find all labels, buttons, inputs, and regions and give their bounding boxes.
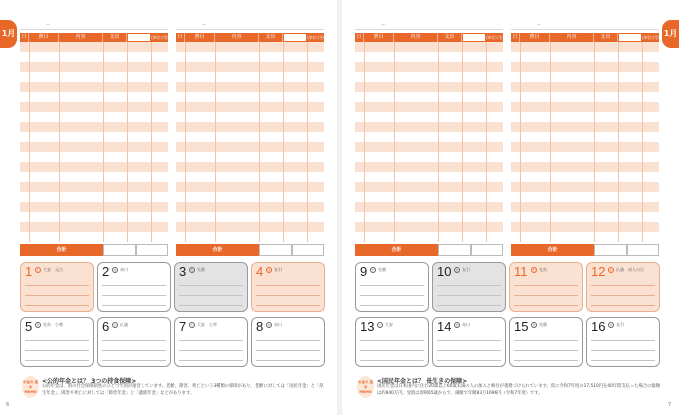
ledger-row[interactable] <box>355 212 503 222</box>
ledger-row[interactable] <box>176 202 324 212</box>
ledger-top-line: — <box>20 22 168 30</box>
header-content: 内容 <box>550 33 594 42</box>
day-number: 1 <box>25 264 33 279</box>
day-box[interactable] <box>20 317 94 367</box>
rokuyo-icon: 仏 <box>609 268 613 272</box>
header-blank-cell[interactable] <box>462 33 486 42</box>
rokuyo-icon: 大 <box>36 268 40 272</box>
writing-line <box>591 350 655 351</box>
header-blank-cell[interactable] <box>127 33 151 42</box>
writing-line <box>591 295 655 296</box>
writing-line <box>360 285 424 286</box>
ledger-row[interactable] <box>355 52 503 62</box>
day-box[interactable] <box>174 317 248 367</box>
header-blank-cell[interactable] <box>283 33 307 42</box>
column-divider <box>394 42 395 242</box>
writing-line <box>256 285 320 286</box>
ledger-header <box>176 33 324 42</box>
ledger-row[interactable] <box>176 142 324 152</box>
rokuyo-label: 赤口 <box>120 267 128 272</box>
ledger-row[interactable] <box>511 102 659 112</box>
day-number: 14 <box>437 319 452 334</box>
writing-line <box>514 295 578 296</box>
memo-text: 公的年金は、国の社会保障制度のひとつで国が運営しています。老齢、障害、死亡という3種類の保障があり、老齢に対しては「国民年金」と「厚生年金」、障害や死亡に対しては「障害年金」と「遺族年金」などがあります。 <box>42 384 324 396</box>
ledger-row[interactable] <box>511 172 659 182</box>
header-date: 日 <box>20 33 29 42</box>
ledger-row[interactable] <box>511 202 659 212</box>
writing-line <box>514 350 578 351</box>
month-tab: 1月 <box>0 20 17 48</box>
day-box[interactable] <box>432 262 506 312</box>
writing-line <box>514 340 578 341</box>
ledger-row[interactable] <box>355 122 503 132</box>
ledger-row[interactable] <box>355 232 503 242</box>
header-expense: 支出 <box>594 33 618 42</box>
ledger-row[interactable] <box>176 192 324 202</box>
column-divider <box>127 42 128 242</box>
column-divider <box>550 42 551 242</box>
column-divider <box>259 42 260 242</box>
day-number: 13 <box>360 319 375 334</box>
column-divider <box>103 42 104 242</box>
ledger-row[interactable] <box>20 92 168 102</box>
ledger-row[interactable] <box>355 152 503 162</box>
day-box[interactable] <box>509 262 583 312</box>
ledger-row[interactable] <box>511 212 659 222</box>
ledger-header <box>20 33 168 42</box>
ledger-row[interactable] <box>355 172 503 182</box>
day-number: 3 <box>179 264 187 279</box>
writing-line <box>360 360 424 361</box>
total-label: 合計 <box>20 244 103 256</box>
ledger-row[interactable] <box>176 122 324 132</box>
ledger-header <box>355 33 503 42</box>
ledger-row[interactable] <box>176 182 324 192</box>
rokuyo-label: 先勝 <box>197 267 205 272</box>
ledger-row[interactable] <box>176 72 324 82</box>
ledger-row[interactable] <box>355 102 503 112</box>
ledger-rows[interactable] <box>20 42 168 242</box>
rokuyo-icon: 大 <box>190 323 194 327</box>
rokuyo-label: 大安 七草 <box>197 322 217 327</box>
ledger-table <box>511 22 659 256</box>
ledger-row[interactable] <box>20 42 168 52</box>
ledger-row[interactable] <box>355 142 503 152</box>
ledger-row[interactable] <box>355 72 503 82</box>
rokuyo-icon: 先 <box>532 268 536 272</box>
left-page <box>0 0 337 415</box>
rokuyo-icon: 仏 <box>113 323 117 327</box>
column-divider <box>215 42 216 242</box>
day-number: 5 <box>25 319 33 334</box>
ledger-row[interactable] <box>176 212 324 222</box>
ledger-row[interactable] <box>355 162 503 172</box>
total-label: 合計 <box>176 244 259 256</box>
ledger-row[interactable] <box>20 142 168 152</box>
day-box[interactable] <box>509 317 583 367</box>
ledger-table <box>176 22 324 256</box>
ledger-header <box>511 33 659 42</box>
ledger-row[interactable] <box>20 72 168 82</box>
writing-line <box>25 285 89 286</box>
column-divider <box>520 42 521 242</box>
memo-badge: お金の 基本 MEMO <box>357 376 374 398</box>
month-tab: 1月 <box>662 20 679 48</box>
ledger-row[interactable] <box>355 92 503 102</box>
rokuyo-icon: 赤 <box>113 268 117 272</box>
rokuyo-label: 大安 元日 <box>43 267 63 272</box>
day-box[interactable] <box>586 262 660 312</box>
ledger-row[interactable] <box>176 62 324 72</box>
ledger-total-row <box>176 244 324 256</box>
header-item: 費目 <box>520 33 550 42</box>
writing-line <box>437 350 501 351</box>
ledger-total-row <box>20 244 168 256</box>
ledger-row[interactable] <box>20 172 168 182</box>
header-expense: 支出 <box>438 33 462 42</box>
ledger-row[interactable] <box>176 172 324 182</box>
right-page <box>342 0 679 415</box>
ledger-total-row <box>511 244 659 256</box>
writing-line <box>102 285 166 286</box>
day-box[interactable] <box>97 317 171 367</box>
writing-line <box>256 340 320 341</box>
writing-line <box>179 360 243 361</box>
day-number: 12 <box>591 264 606 279</box>
rokuyo-icon: 先 <box>36 323 40 327</box>
day-box[interactable] <box>251 317 325 367</box>
header-item: 費目 <box>29 33 59 42</box>
writing-line <box>514 305 578 306</box>
ledger-top-line: — <box>355 22 503 30</box>
day-box[interactable] <box>355 262 429 312</box>
header-unit: (単位:円) <box>642 35 659 40</box>
total-cell[interactable] <box>627 244 660 256</box>
total-cell[interactable] <box>103 244 136 256</box>
rokuyo-label: 仏滅 <box>120 322 128 327</box>
total-label: 合計 <box>511 244 594 256</box>
rokuyo-label: 先負 <box>539 267 547 272</box>
rokuyo-label: 赤口 <box>462 322 470 327</box>
header-item: 費目 <box>185 33 215 42</box>
ledger-row[interactable] <box>20 182 168 192</box>
ledger-row[interactable] <box>355 42 503 52</box>
ledger-row[interactable] <box>20 122 168 132</box>
ledger-row[interactable] <box>176 92 324 102</box>
ledger-rows[interactable] <box>355 42 503 242</box>
rokuyo-label: 先勝 <box>539 322 547 327</box>
total-cell[interactable] <box>471 244 504 256</box>
writing-line <box>179 340 243 341</box>
rokuyo-label: 友引 <box>616 322 624 327</box>
header-unit: (単位:円) <box>307 35 324 40</box>
ledger-row[interactable] <box>20 52 168 62</box>
header-date: 日 <box>511 33 520 42</box>
ledger-row[interactable] <box>176 132 324 142</box>
column-divider <box>185 42 186 242</box>
ledger-row[interactable] <box>511 52 659 62</box>
column-divider <box>618 42 619 242</box>
memo-title: <公的年金とは？ 3つの持食保障> <box>42 378 137 385</box>
rokuyo-icon: 赤 <box>267 323 271 327</box>
ledger-row[interactable] <box>511 122 659 132</box>
column-divider <box>462 42 463 242</box>
day-box[interactable] <box>432 317 506 367</box>
ledger-row[interactable] <box>511 182 659 192</box>
day-number: 15 <box>514 319 529 334</box>
writing-line <box>256 360 320 361</box>
writing-line <box>25 340 89 341</box>
column-divider <box>307 42 308 242</box>
writing-line <box>102 350 166 351</box>
writing-line <box>514 285 578 286</box>
writing-line <box>437 305 501 306</box>
header-expense: 支出 <box>259 33 283 42</box>
memo-title: <国民年金とは？ 長生きの保障> <box>377 378 468 385</box>
column-divider <box>594 42 595 242</box>
writing-line <box>360 350 424 351</box>
column-divider <box>283 42 284 242</box>
day-number: 8 <box>256 319 264 334</box>
page-number: 6 <box>6 402 10 408</box>
ledger-row[interactable] <box>176 82 324 92</box>
ledger-table <box>20 22 168 256</box>
writing-line <box>360 295 424 296</box>
writing-line <box>25 305 89 306</box>
ledger-row[interactable] <box>176 102 324 112</box>
rokuyo-icon: 先 <box>371 268 375 272</box>
ledger-row[interactable] <box>511 152 659 162</box>
ledger-top-line: — <box>511 22 659 30</box>
total-cell[interactable] <box>259 244 292 256</box>
ledger-row[interactable] <box>176 52 324 62</box>
ledger-row[interactable] <box>511 222 659 232</box>
writing-line <box>102 305 166 306</box>
day-box[interactable] <box>97 262 171 312</box>
rokuyo-icon: 先 <box>190 268 194 272</box>
day-number: 9 <box>360 264 368 279</box>
writing-line <box>591 305 655 306</box>
column-divider <box>59 42 60 242</box>
ledger-row[interactable] <box>20 132 168 142</box>
rokuyo-label: 友引 <box>462 267 470 272</box>
ledger-row[interactable] <box>511 232 659 242</box>
column-divider <box>486 42 487 242</box>
day-number: 6 <box>102 319 110 334</box>
ledger-row[interactable] <box>176 112 324 122</box>
writing-line <box>591 285 655 286</box>
rokuyo-icon: 先 <box>532 323 536 327</box>
ledger-row[interactable] <box>20 192 168 202</box>
ledger-row[interactable] <box>511 92 659 102</box>
day-number: 11 <box>514 264 528 279</box>
header-unit: (単位:円) <box>486 35 503 40</box>
day-number: 4 <box>256 264 264 279</box>
ledger-row[interactable] <box>176 42 324 52</box>
ledger-row[interactable] <box>20 152 168 162</box>
ledger-row[interactable] <box>511 82 659 92</box>
ledger-top-line: — <box>176 22 324 30</box>
day-number: 10 <box>437 264 452 279</box>
ledger-rows[interactable] <box>176 42 324 242</box>
writing-line <box>256 295 320 296</box>
ledger-row[interactable] <box>511 42 659 52</box>
column-divider <box>29 42 30 242</box>
day-number: 7 <box>179 319 187 334</box>
writing-line <box>437 360 501 361</box>
day-number: 2 <box>102 264 110 279</box>
ledger-row[interactable] <box>176 152 324 162</box>
writing-line <box>437 285 501 286</box>
writing-line <box>179 350 243 351</box>
day-box[interactable] <box>355 317 429 367</box>
memo-badge: お金の 基本 MEMO <box>22 376 39 398</box>
ledger-row[interactable] <box>355 192 503 202</box>
ledger-row[interactable] <box>511 192 659 202</box>
total-label: 合計 <box>355 244 438 256</box>
writing-line <box>25 360 89 361</box>
rokuyo-icon: 友 <box>267 268 271 272</box>
writing-line <box>256 350 320 351</box>
rokuyo-label: 先負 小寒 <box>43 322 63 327</box>
column-divider <box>364 42 365 242</box>
writing-line <box>102 295 166 296</box>
header-unit: (単位:円) <box>151 35 168 40</box>
total-cell[interactable] <box>438 244 471 256</box>
header-date: 日 <box>176 33 185 42</box>
ledger-row[interactable] <box>20 232 168 242</box>
rokuyo-icon: 友 <box>609 323 613 327</box>
writing-line <box>591 360 655 361</box>
ledger-row[interactable] <box>355 62 503 72</box>
writing-line <box>179 295 243 296</box>
writing-line <box>25 350 89 351</box>
ledger-row[interactable] <box>355 202 503 212</box>
ledger-table <box>355 22 503 256</box>
column-divider <box>151 42 152 242</box>
writing-line <box>256 305 320 306</box>
ledger-row[interactable] <box>20 212 168 222</box>
ledger-row[interactable] <box>511 142 659 152</box>
header-date: 日 <box>355 33 364 42</box>
rokuyo-label: 大安 <box>385 322 393 327</box>
ledger-total-row <box>355 244 503 256</box>
writing-line <box>514 360 578 361</box>
total-cell[interactable] <box>136 244 169 256</box>
ledger-row[interactable] <box>20 162 168 172</box>
writing-line <box>102 360 166 361</box>
ledger-row[interactable] <box>20 202 168 212</box>
ledger-row[interactable] <box>355 132 503 142</box>
rokuyo-icon: 赤 <box>455 323 459 327</box>
day-box[interactable] <box>251 262 325 312</box>
rokuyo-label: 仏滅 成人の日 <box>616 267 644 272</box>
column-divider <box>438 42 439 242</box>
rokuyo-label: 赤口 <box>274 322 282 327</box>
total-cell[interactable] <box>292 244 325 256</box>
ledger-row[interactable] <box>176 162 324 172</box>
ledger-row[interactable] <box>355 112 503 122</box>
ledger-row[interactable] <box>20 82 168 92</box>
ledger-rows[interactable] <box>511 42 659 242</box>
rokuyo-icon: 大 <box>378 323 382 327</box>
writing-line <box>360 340 424 341</box>
header-blank-cell[interactable] <box>618 33 642 42</box>
page-number: 7 <box>668 402 672 408</box>
ledger-row[interactable] <box>355 182 503 192</box>
ledger-row[interactable] <box>20 112 168 122</box>
ledger-row[interactable] <box>511 132 659 142</box>
day-box[interactable] <box>586 317 660 367</box>
memo-text: 国民年金は日本国内に住む20歳以上60歳未満の人の加入と納付が義務づけられています。仮に令和7年度の17,510円を40年間支払った場合の総額は約840万円。受給は原則65歳からで、満額で年額83万1696円（令和7年度）です。 <box>377 384 661 396</box>
writing-line <box>102 340 166 341</box>
ledger-row[interactable] <box>511 62 659 72</box>
rokuyo-icon: 友 <box>455 268 459 272</box>
writing-line <box>179 285 243 286</box>
column-divider <box>642 42 643 242</box>
rokuyo-label: 友引 <box>274 267 282 272</box>
day-box[interactable] <box>20 262 94 312</box>
day-box[interactable] <box>174 262 248 312</box>
header-item: 費目 <box>364 33 394 42</box>
ledger-row[interactable] <box>511 112 659 122</box>
ledger-row[interactable] <box>176 232 324 242</box>
writing-line <box>25 295 89 296</box>
header-content: 内容 <box>59 33 103 42</box>
writing-line <box>179 305 243 306</box>
day-number: 16 <box>591 319 606 334</box>
ledger-row[interactable] <box>511 162 659 172</box>
ledger-row[interactable] <box>20 222 168 232</box>
header-expense: 支出 <box>103 33 127 42</box>
writing-line <box>437 295 501 296</box>
writing-line <box>591 340 655 341</box>
writing-line <box>437 340 501 341</box>
rokuyo-label: 先勝 <box>378 267 386 272</box>
header-content: 内容 <box>215 33 259 42</box>
ledger-row[interactable] <box>20 62 168 72</box>
total-cell[interactable] <box>594 244 627 256</box>
ledger-row[interactable] <box>20 102 168 112</box>
ledger-row[interactable] <box>176 222 324 232</box>
header-content: 内容 <box>394 33 438 42</box>
ledger-row[interactable] <box>355 222 503 232</box>
writing-line <box>360 305 424 306</box>
ledger-row[interactable] <box>511 72 659 82</box>
ledger-row[interactable] <box>355 82 503 92</box>
